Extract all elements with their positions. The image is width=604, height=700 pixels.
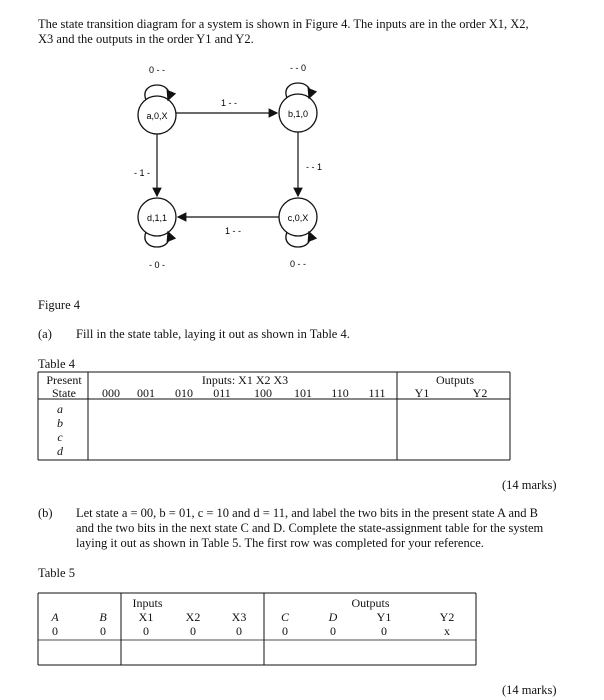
part-a-label: (a) (38, 327, 52, 341)
table5-inputs-header: Inputs (132, 596, 163, 610)
part-b-line-1: Let state a = 00, b = 01, c = 10 and d = 11, and label the two bits in the present state A and B (76, 506, 539, 520)
intro-line-1: The state transition diagram for a system is shown in Figure 4. The inputs are in the order X1, X2, (38, 17, 529, 31)
table4-input-101: 101 (294, 386, 312, 400)
table4-output-y1: Y1 (414, 386, 430, 400)
table4-present-header: Present (46, 373, 82, 387)
table5-col-b: B (99, 610, 107, 624)
table5-r1-d: 0 (330, 624, 336, 638)
table4-state-header: State (52, 386, 76, 400)
table5-r1-y2: x (444, 624, 450, 638)
part-a-marks: (14 marks) (502, 478, 557, 492)
table4-row-b: b (57, 416, 63, 430)
table5-r1-a: 0 (52, 624, 58, 638)
table4-input-100: 100 (254, 386, 272, 400)
intro-line-2: X3 and the outputs in the order Y1 and Y2. (38, 32, 254, 46)
table5-r1-x2: 0 (190, 624, 196, 638)
table4-row-d: d (57, 444, 63, 458)
state-b (279, 63, 317, 132)
figure-caption: Figure 4 (38, 298, 81, 312)
table5-col-x2: X2 (185, 610, 201, 624)
self-loop-c-label: 0 - - (289, 259, 307, 269)
table5-r1-c: 0 (282, 624, 288, 638)
state-a (138, 65, 176, 134)
state-d (138, 198, 176, 270)
table5-r1-y1: 0 (381, 624, 387, 638)
state-transition-diagram (0, 55, 604, 295)
table4-input-001: 001 (137, 386, 155, 400)
table4-input-011: 011 (213, 386, 231, 400)
state-d-label: d,1,1 (146, 213, 168, 223)
table5-r1-b: 0 (100, 624, 106, 638)
table5-col-x1: X1 (138, 610, 154, 624)
state-b-label: b,1,0 (287, 109, 309, 119)
table4-inputs-header: Inputs: X1 X2 X3 (201, 373, 289, 387)
state-c-label: c,0,X (287, 213, 309, 223)
part-a-text: Fill in the state table, laying it out as shown in Table 4. (76, 327, 350, 341)
transition-b-to-c-label: - - 1 (305, 162, 323, 172)
table5-col-c: C (280, 610, 289, 624)
table4-row-a: a (57, 402, 63, 416)
state-a-label: a,0,X (146, 111, 168, 121)
table4-outputs-header: Outputs (435, 373, 474, 387)
self-loop-d-label: - 0 - (148, 260, 166, 270)
part-b-line-3: laying it out as shown in Table 5. The first row was completed for your reference. (76, 536, 484, 550)
part-b-marks: (14 marks) (502, 683, 557, 697)
self-loop-a-label: 0 - - (148, 65, 166, 75)
transition-a-to-b-label: 1 - - (220, 98, 238, 108)
table5-r1-x1: 0 (143, 624, 149, 638)
part-b-line-2: and the two bits in the next state C and D. Complete the state-assignment table for the system (76, 521, 544, 535)
table4-output-y2: Y2 (472, 386, 488, 400)
table4-input-000: 000 (102, 386, 120, 400)
table5-r1-x3: 0 (236, 624, 242, 638)
table5-caption: Table 5 (38, 566, 75, 580)
table5-col-y1: Y1 (376, 610, 392, 624)
table4-input-110: 110 (331, 386, 349, 400)
table5-col-y2: Y2 (439, 610, 455, 624)
table5-outputs-header: Outputs (351, 596, 390, 610)
table5-grid (0, 588, 604, 668)
state-c (279, 198, 317, 269)
transition-c-to-d-label: 1 - - (224, 226, 242, 236)
table5-col-a: A (51, 610, 59, 624)
table4-caption: Table 4 (38, 357, 75, 371)
table4-input-010: 010 (175, 386, 193, 400)
transition-a-to-d-label: - 1 - (133, 168, 151, 178)
table4-row-c: c (57, 430, 63, 444)
self-loop-b-label: - - 0 (289, 63, 307, 73)
table5-col-d: D (328, 610, 338, 624)
part-b-label: (b) (38, 506, 53, 520)
table4-input-111: 111 (368, 386, 386, 400)
table5-col-x3: X3 (231, 610, 247, 624)
